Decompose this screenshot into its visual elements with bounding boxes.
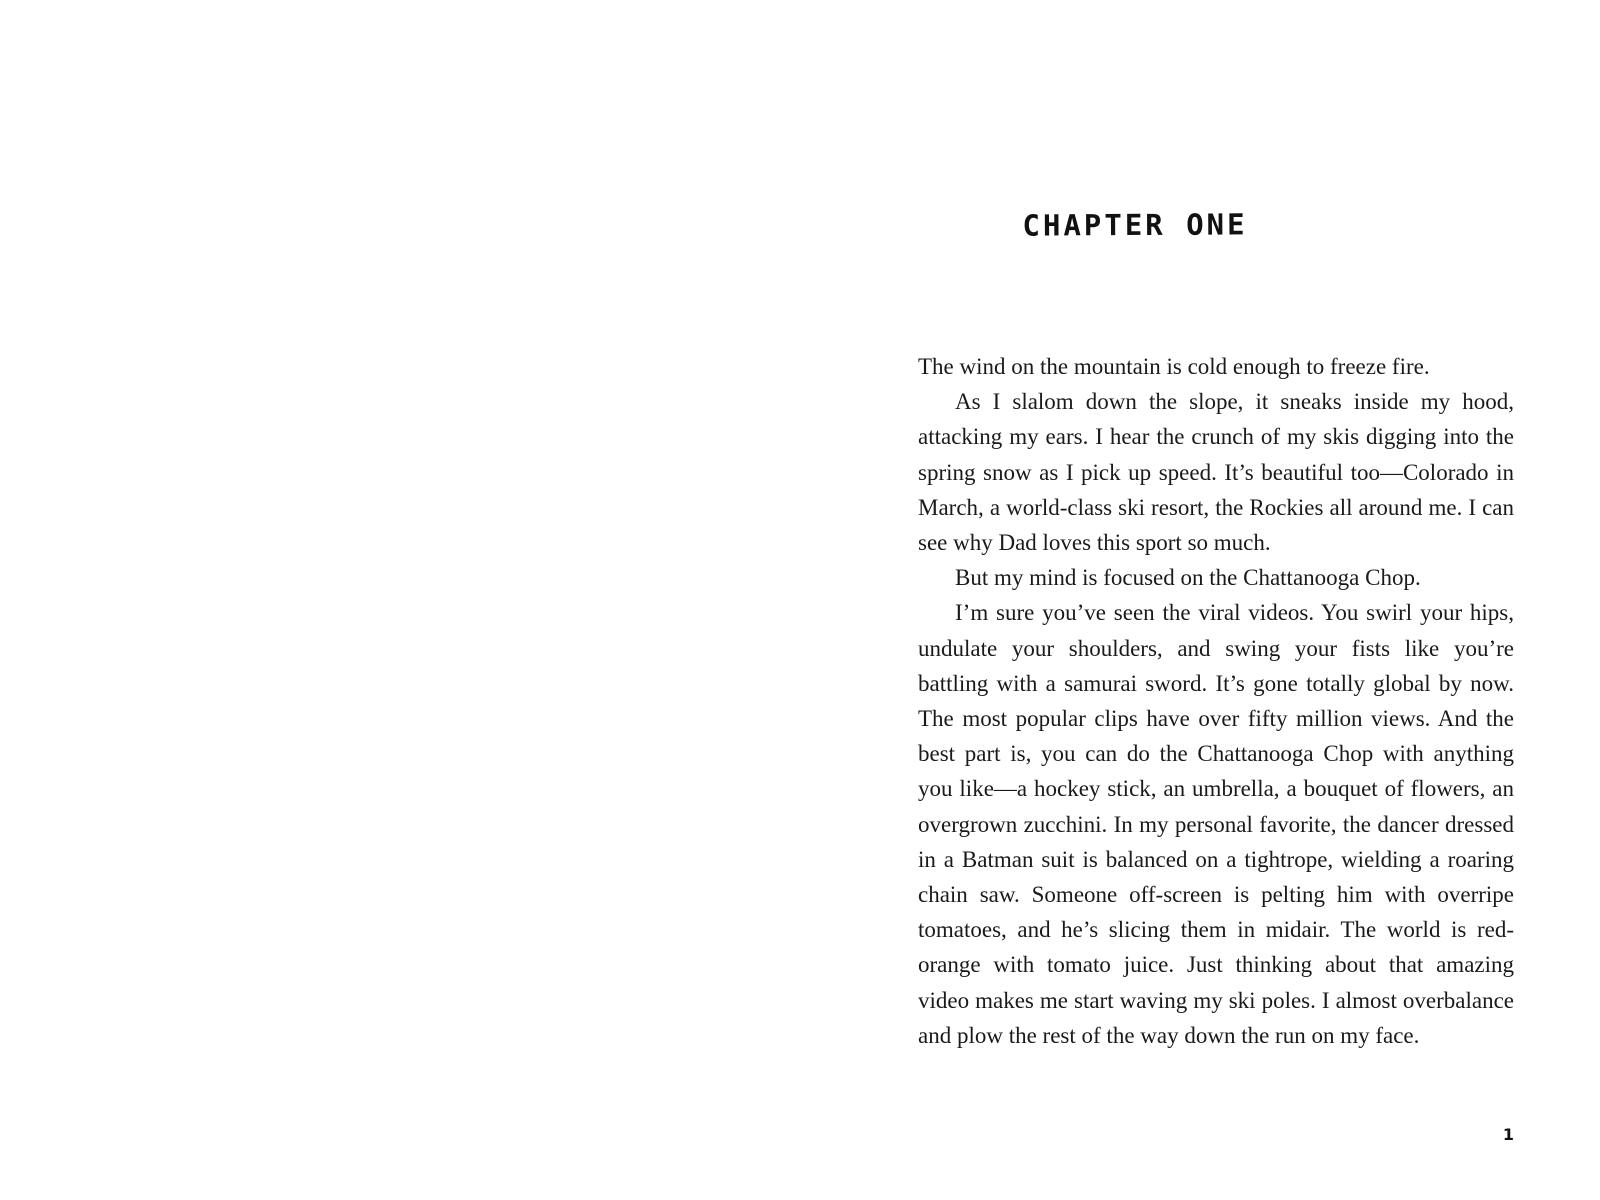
paragraph-1: The wind on the mountain is cold enough to freeze fire. xyxy=(918,354,1430,379)
chapter-body xyxy=(918,349,1514,1053)
paragraph-3: But my mind is focused on the Chattanooga Chop. xyxy=(955,565,1421,591)
paragraph-4: I’m sure you’ve seen the viral videos. You swirl your hips, undulate your shoulders, and swing your fists like you’re battling with a samurai sword. It’s gone totally global by now. The most popular clips have over fifty million views. And the best part is, you can do the Chattanooga Chop with anything you like—a hockey stick, an umbrella, a bouquet of flowers, an overgrown zucchini. In my personal favorite, the dancer dressed in a Batman suit is balanced on a tightrope, wielding a roaring chain saw. Someone off-screen is pelting him with overripe tomatoes, and he’s slicing them in midair. The world is red-orange with tomato juice. Just thinking about that amazing video makes me start waving my ski poles. I almost overbalance and plow the rest of the way down the run on my face. xyxy=(918,600,1514,1048)
page-number: 1 xyxy=(1502,1125,1514,1144)
right-page xyxy=(800,0,1600,1200)
paragraph-2: As I slalom down the slope, it sneaks inside my hood, attacking my ears. I hear the crunch of my skis digging into the spring snow as I pick up speed. It’s beautiful too—Colorado in March, a world-class ski resort, the Rockies all around me. I can see why Dad loves this sport so much. xyxy=(918,389,1514,556)
chapter-title: CHAPTER ONE xyxy=(1022,207,1248,243)
